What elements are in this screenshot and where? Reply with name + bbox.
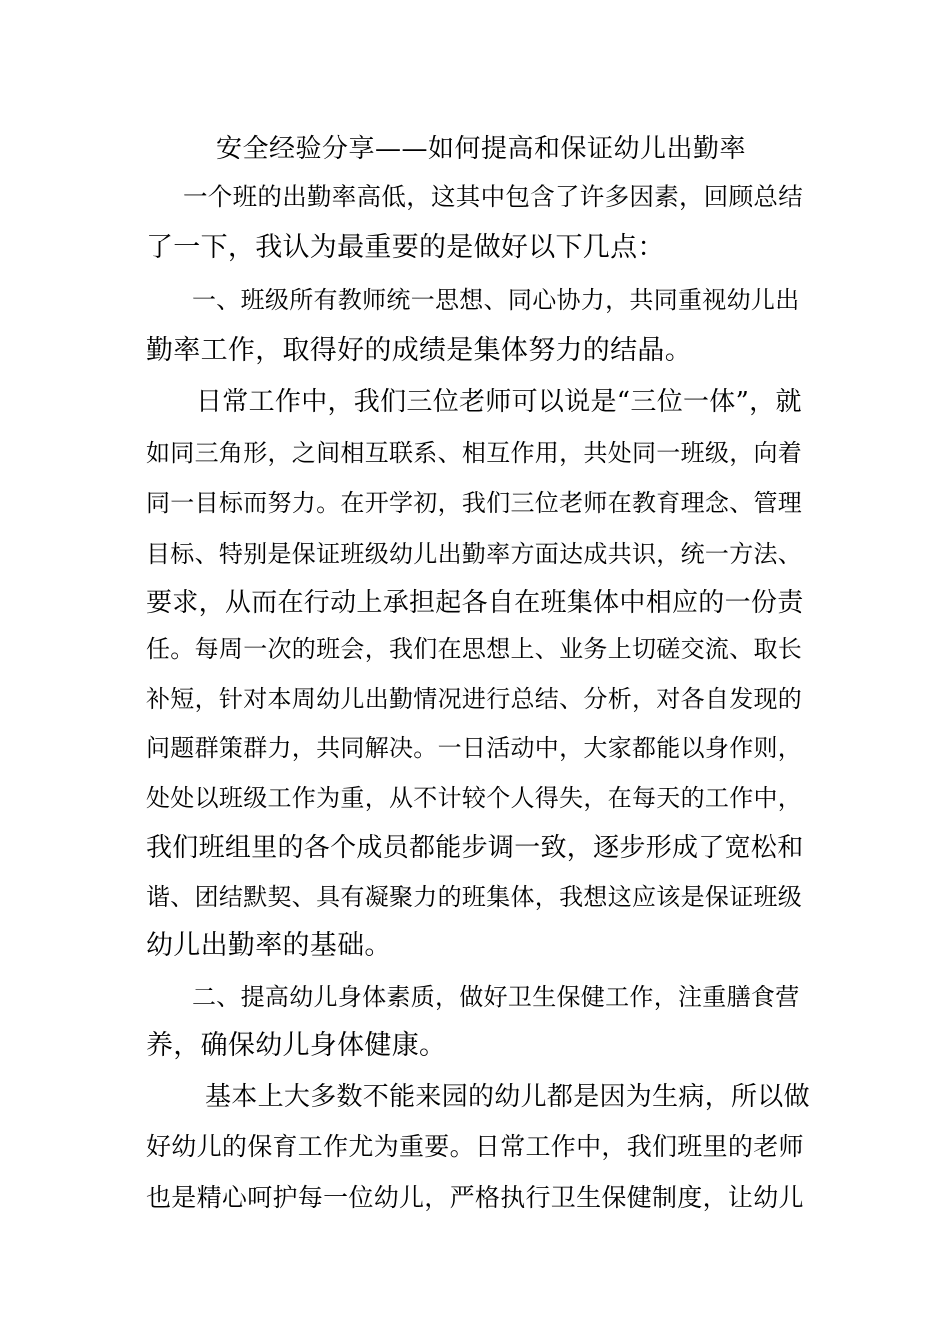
text-line: 处处以班级工作为重，从不计较个人得失，在每天的工作中， [146,784,803,812]
text-line: 幼儿出勤率的基础。 [146,930,392,961]
text-line: 勤率工作，取得好的成绩是集体努力的结晶。 [146,335,692,366]
text-line: 了一下，我认为最重要的是做好以下几点： [146,232,665,263]
text-line: 基本上大多数不能来园的幼儿都是因为生病，所以做 [205,1082,810,1112]
text-line: 谐、团结默契、具有凝聚力的班集体，我想这应该是保证班级 [146,883,803,911]
text-line: 也是精心呵护每一位幼儿，严格执行卫生保健制度，让幼儿 [146,1183,804,1212]
document-title: 安全经验分享——如何提高和保证幼儿出勤率 [216,134,747,164]
text-line: 一个班的出勤率高低，这其中包含了许多因素，回顾总结 [183,182,803,211]
text-line: 日常工作中，我们三位老师可以说是“三位一体”，就 [196,387,802,417]
text-line: 好幼儿的保育工作尤为重要。日常工作中，我们班里的老师 [146,1132,804,1161]
text-line: 二、提高幼儿身体素质，做好卫生保健工作，注重膳食营 [192,983,800,1011]
text-line: 要求，从而在行动上承担起各自在班集体中相应的一份责 [146,588,804,618]
text-line: 目标、特别是保证班级幼儿出勤率方面达成共识，统一方法、 [146,540,803,568]
text-line: 问题群策群力，共同解决。一日活动中，大家都能以身作则， [146,734,803,762]
text-line: 任。每周一次的班会，我们在思想上、业务上切磋交流、取长 [146,635,803,663]
text-line: 养，确保幼儿身体健康。 [146,1030,447,1061]
text-line: 补短，针对本周幼儿出勤情况进行总结、分析，对各自发现的 [146,685,803,713]
text-line: 如同三角形，之间相互联系、相互作用，共处同一班级，向着 [146,439,803,467]
text-line: 同一目标而努力。在开学初，我们三位老师在教育理念、管理 [146,489,803,517]
text-line: 我们班组里的各个成员都能步调一致，逐步形成了宽松和 [146,833,804,863]
text-line: 一、班级所有教师统一思想、同心协力，共同重视幼儿出 [192,286,800,314]
